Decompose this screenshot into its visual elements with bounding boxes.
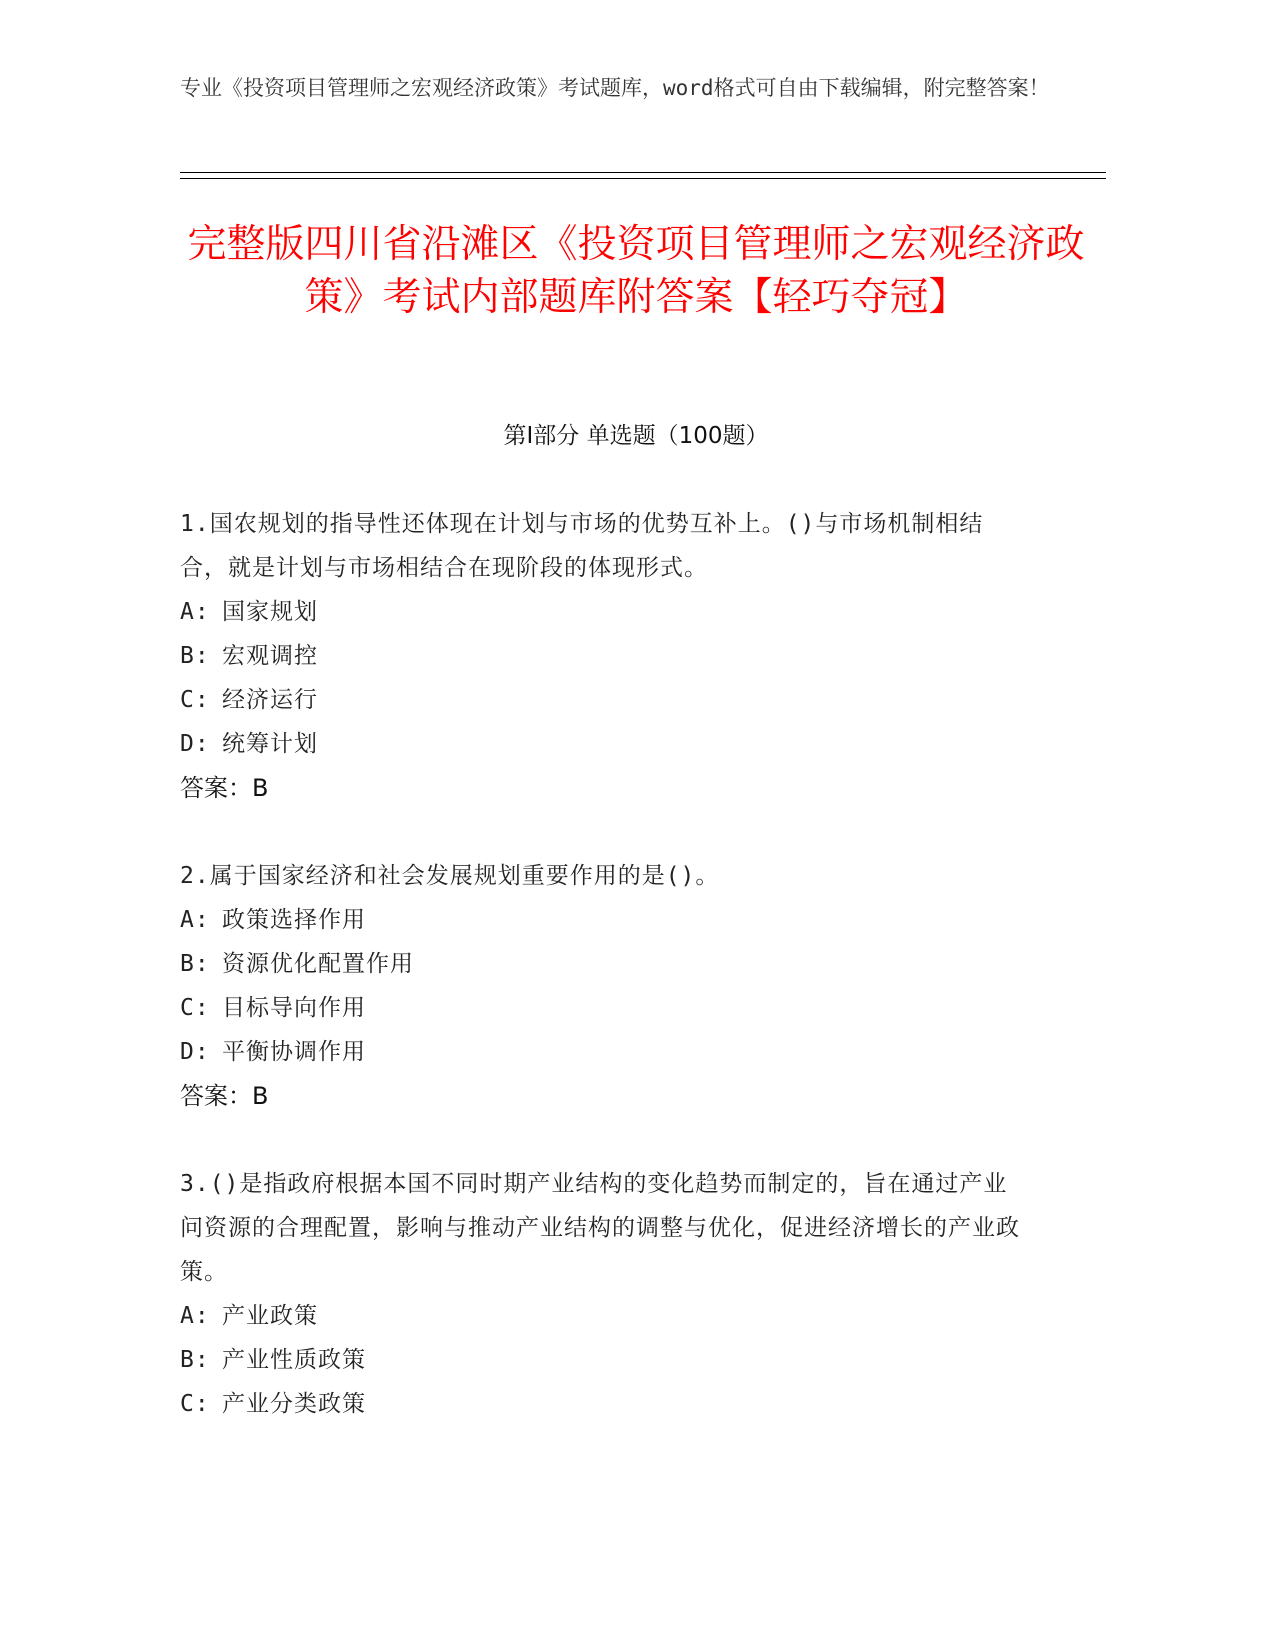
option-letter: C: bbox=[180, 995, 210, 1021]
option-text: 平衡协调作用 bbox=[222, 1039, 366, 1065]
option-text: 国家规划 bbox=[222, 599, 318, 625]
option-letter: B: bbox=[180, 1347, 210, 1373]
question-1 bbox=[180, 502, 1030, 810]
option-b bbox=[180, 942, 1030, 986]
option-letter: A: bbox=[180, 1303, 210, 1329]
option-c bbox=[180, 1382, 1030, 1426]
option-a bbox=[180, 1294, 1030, 1338]
header-note: 专业《投资项目管理师之宏观经济政策》考试题库，word格式可自由下载编辑，附完整答案！ bbox=[180, 76, 1050, 100]
option-a bbox=[180, 590, 1030, 634]
option-letter: B: bbox=[180, 951, 210, 977]
option-letter: C: bbox=[180, 687, 210, 713]
question-stem: 3.()是指政府根据本国不同时期产业结构的变化趋势而制定的，旨在通过产业问资源的合理配置，影响与推动产业结构的调整与优化，促进经济增长的产业政策。 bbox=[180, 1171, 1020, 1285]
option-text: 经济运行 bbox=[222, 687, 318, 713]
document-title: 完整版四川省沿滩区《投资项目管理师之宏观经济政策》考试内部题库附答案【轻巧夺冠】 bbox=[187, 222, 1085, 320]
option-a bbox=[180, 898, 1030, 942]
option-text: 产业性质政策 bbox=[222, 1347, 366, 1373]
question-list bbox=[180, 502, 1030, 1470]
option-text: 产业分类政策 bbox=[222, 1391, 366, 1417]
option-text: 产业政策 bbox=[222, 1303, 318, 1329]
option-text: 目标导向作用 bbox=[222, 995, 366, 1021]
header-divider-top bbox=[180, 172, 1106, 173]
option-text: 资源优化配置作用 bbox=[222, 951, 414, 977]
option-text: 宏观调控 bbox=[222, 643, 318, 669]
answer-line: 答案：B bbox=[180, 774, 269, 802]
option-text: 政策选择作用 bbox=[222, 907, 366, 933]
option-d bbox=[180, 722, 1030, 766]
option-letter: D: bbox=[180, 731, 210, 757]
header-divider-bottom bbox=[180, 178, 1106, 179]
answer-line: 答案：B bbox=[180, 1082, 269, 1110]
question-stem: 2.属于国家经济和社会发展规划重要作用的是()。 bbox=[180, 863, 720, 889]
option-letter: B: bbox=[180, 643, 210, 669]
option-c bbox=[180, 986, 1030, 1030]
option-letter: A: bbox=[180, 599, 210, 625]
option-letter: D: bbox=[180, 1039, 210, 1065]
option-d bbox=[180, 1030, 1030, 1074]
option-text: 统筹计划 bbox=[222, 731, 318, 757]
option-b bbox=[180, 634, 1030, 678]
option-c bbox=[180, 678, 1030, 722]
question-stem: 1.国农规划的指导性还体现在计划与市场的优势互补上。()与市场机制相结合，就是计划与市场相结合在现阶段的体现形式。 bbox=[180, 511, 984, 581]
option-b bbox=[180, 1338, 1030, 1382]
option-letter: C: bbox=[180, 1391, 210, 1417]
question-3 bbox=[180, 1162, 1030, 1426]
section-heading: 第I部分 单选题（100题） bbox=[503, 423, 769, 449]
question-2 bbox=[180, 854, 1030, 1118]
option-letter: A: bbox=[180, 907, 210, 933]
